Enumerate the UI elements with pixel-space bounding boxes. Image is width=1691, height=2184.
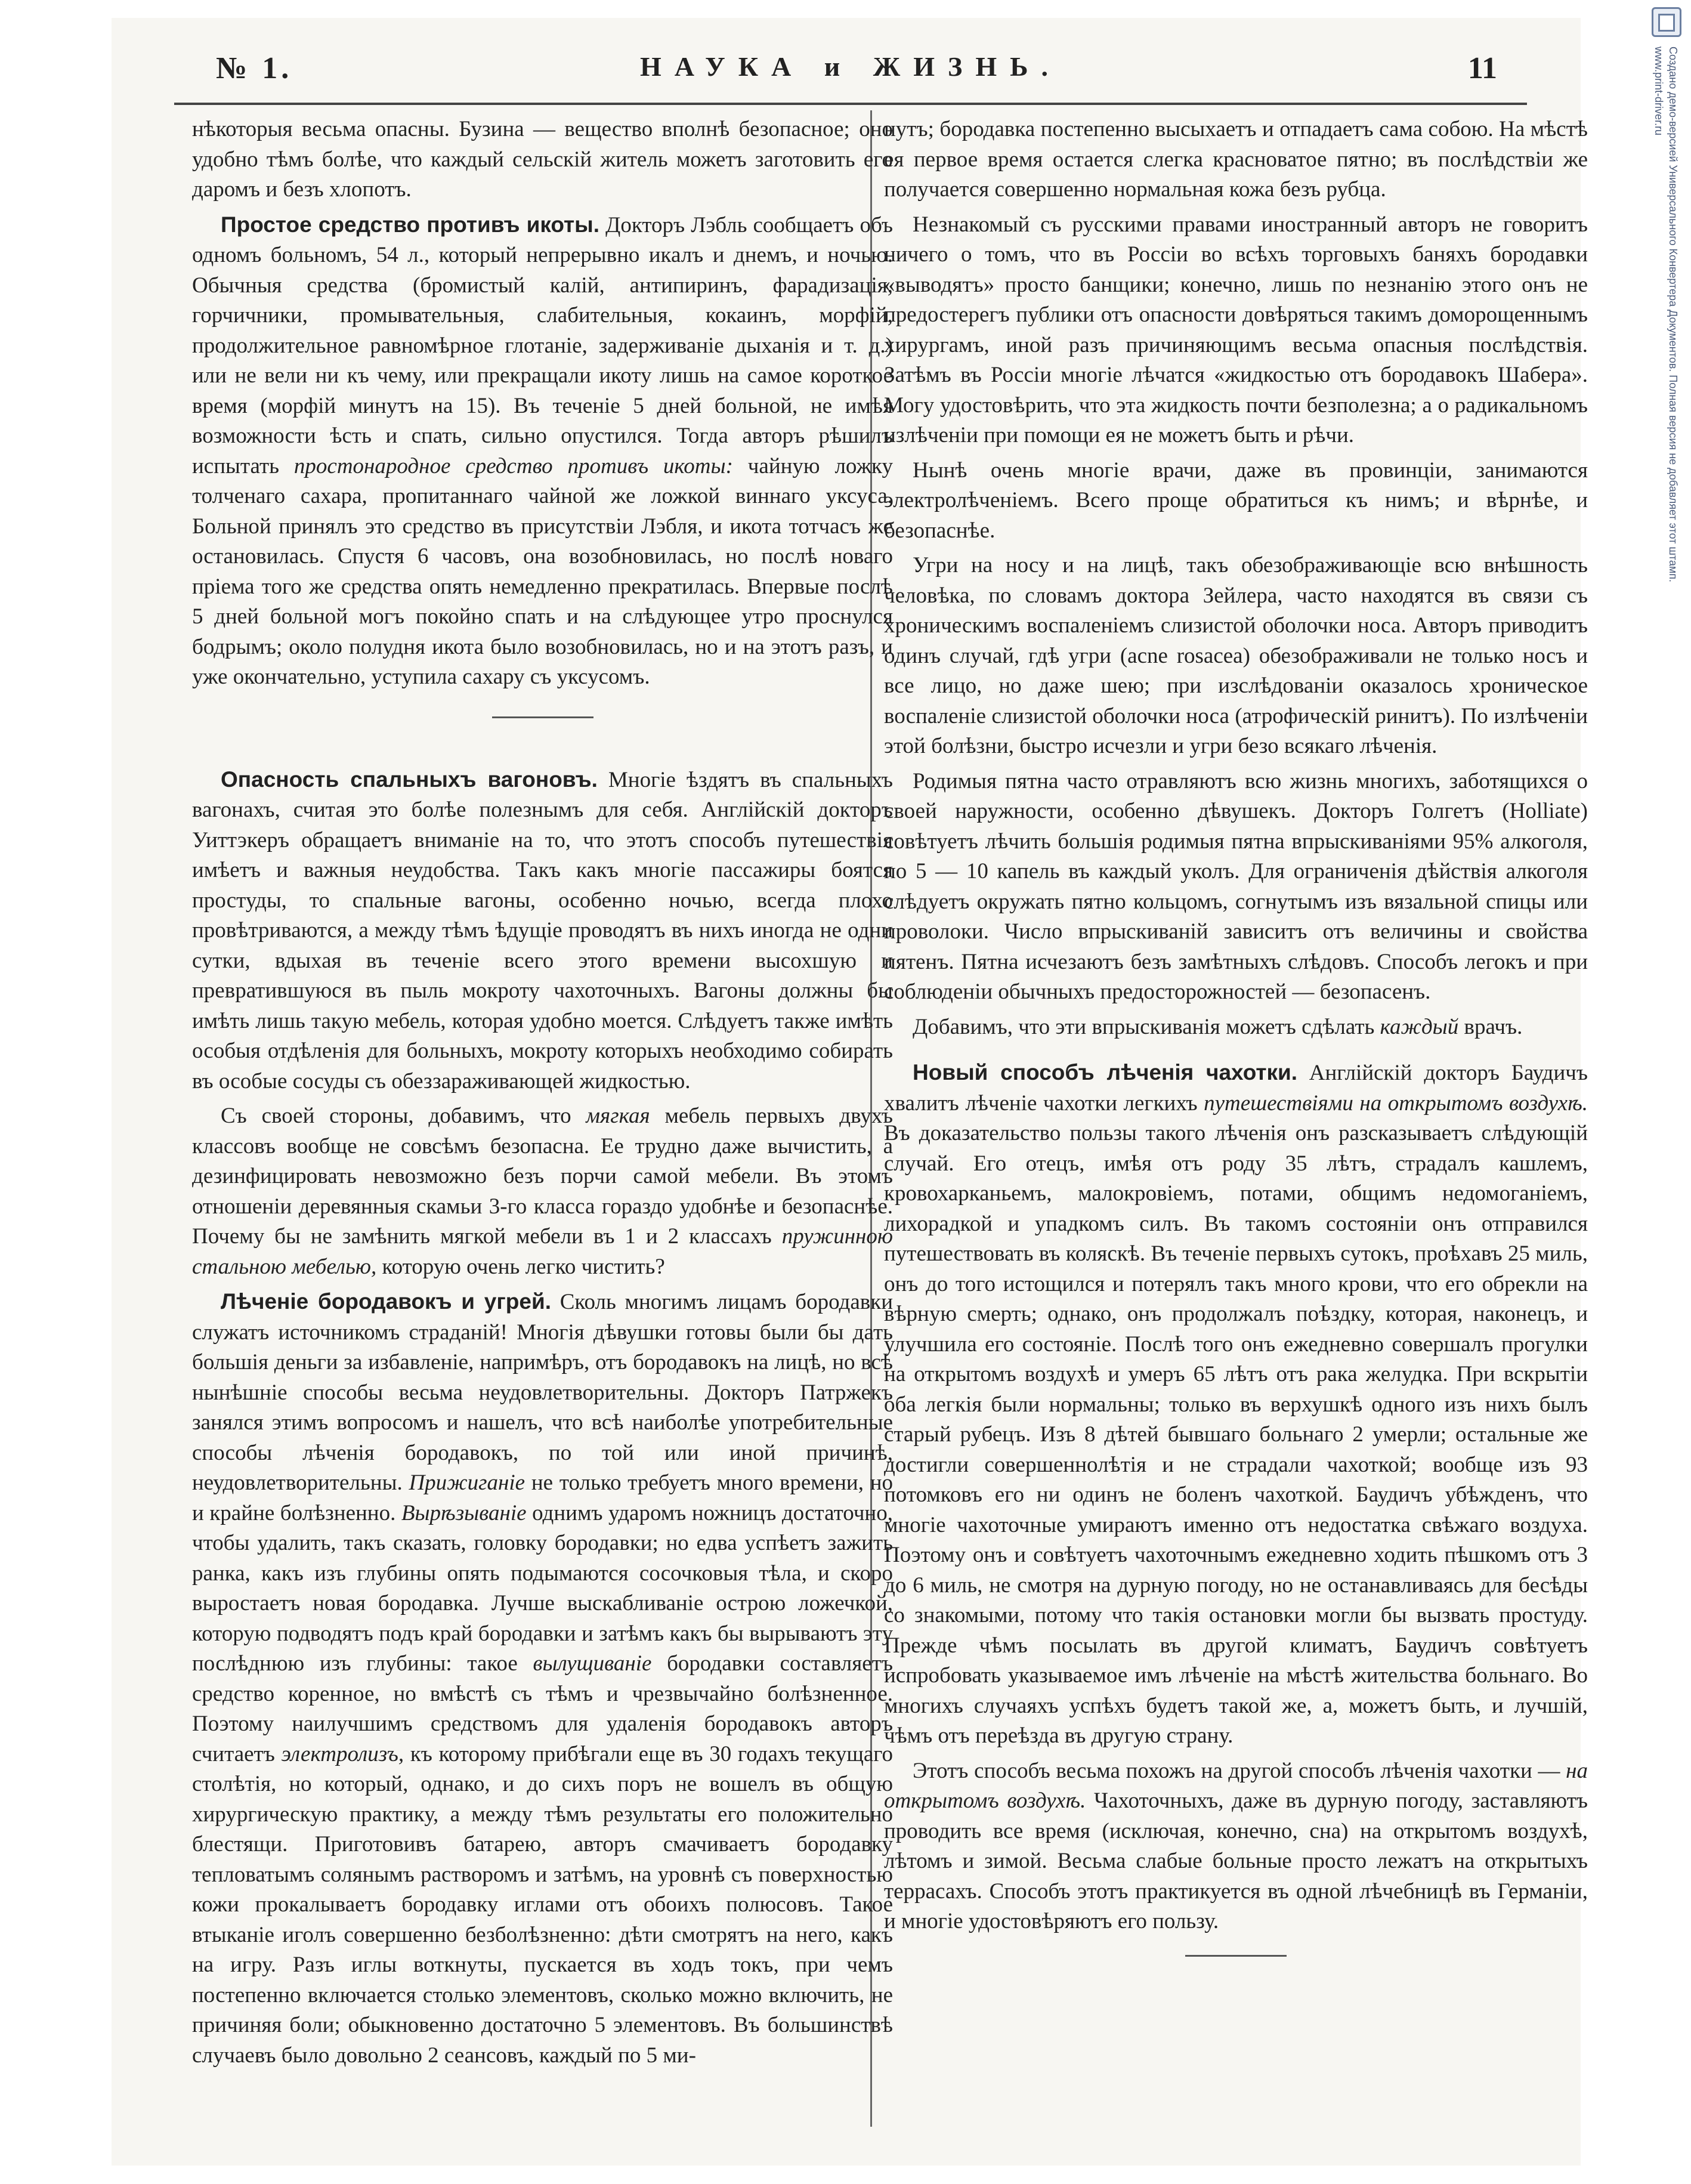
text: Родимыя пятна часто отравляютъ всю жизнь многихъ, заботящихся о своей наружности, особенно дѣвушекъ. Докторъ Голгетъ (Holliate) совѣтуетъ лѣчить большія родимыя пятна впрыскиваніями 95% алкоголя, по 5 — 10 капель въ каждый уколъ. Для ограниченія дѣйствія алкоголя слѣдуетъ окружать пятно кольцомъ, согнутымъ изъ вязальной спицы или проволоки. Число впрыскиваній зависитъ отъ величины и свойства пятенъ. Пятна исчезаютъ безъ замѣтныхъ слѣдовъ. Способъ легокъ и при соблюденіи обычныхъ предосторожностей — безопасенъ. [884, 768, 1588, 1004]
article-title: Новый способъ лѣченія чахотки. [913, 1060, 1298, 1085]
paragraph [884, 210, 1588, 451]
text: нутъ; бородавка постепенно высыхаетъ и отпадаетъ сама собою. На мѣстѣ ея первое время остается слегка красноватое пятно; въ послѣдствіи же получается совершенно нормальная кожа безъ рубца. [884, 117, 1588, 202]
paragraph [192, 1101, 893, 1282]
text: Добавимъ, что эти впрыскиванія можетъ сдѣлать [913, 1014, 1375, 1039]
paragraph [884, 1756, 1588, 1937]
italic-text: электролизъ, [281, 1741, 404, 1766]
italic-text: каждый [1380, 1014, 1459, 1039]
italic-text: Вырѣзываніе [401, 1500, 527, 1525]
text: Сколь многимъ лицамъ бородавки служатъ источникомъ страданій! Многія дѣвушки готовы были бы дать большія деньги за избавленіе, напримѣръ, отъ бородавокъ на лицѣ, но всѣ нынѣшніе способы весьма неудовлетворительны. Докторъ Патржекъ занялся этимъ вопросомъ и нашелъ, что всѣ наиболѣе употребительные способы лѣченія бородавокъ, по той или иной причинѣ, неудовлетворительны. [192, 1290, 893, 1495]
article-title: Опасность спальныхъ вагоновъ. [221, 767, 598, 792]
watermark-strip [1643, 0, 1691, 2184]
journal-title: НАУКА и ЖИЗНЬ. [639, 51, 1062, 82]
text: Чахоточныхъ, даже въ дурную погоду, заставляютъ проводить все время (исключая, конечно, сна) на открытомъ воздухѣ, лѣтомъ и зимой. Весьма слабые больные просто лежатъ на открытыхъ террасахъ. Способъ этотъ практикуется въ одной лѣчебницѣ въ Германіи, и многіе удостовѣряютъ его пользу. [884, 1788, 1588, 1933]
italic-text: путешествіями на открытомъ воздухѣ. [1204, 1091, 1588, 1116]
text: не только требуетъ много времени, но и крайне болѣзненно. [192, 1471, 893, 1525]
italic-text: пружинною стальною мебелью, [192, 1224, 893, 1279]
text: Съ своей стороны, добавимъ, что [221, 1104, 571, 1128]
italic-text: Прижиганіе [409, 1471, 525, 1495]
article-consumption [884, 1058, 1588, 1751]
page-number: 11 [1467, 51, 1497, 85]
text: Этотъ способъ весьма похожъ на другой способъ лѣченія чахотки — [913, 1758, 1560, 1783]
article-title: Лѣченіе бородавокъ и угрей. [221, 1289, 551, 1314]
italic-text: вылущиваніе [533, 1651, 652, 1676]
text: мебель первыхъ двухъ классовъ вообще не совсѣмъ безопасна. Ее трудно даже вычистить, а дезинфицировать невозможно безъ порчи самой мебели. Въ этомъ отношеніи деревянныя скамьи 3-го класса гораздо удобнѣе и безопаснѣе. Почему бы не замѣнить мягкой мебели въ 1 и 2 классахъ [192, 1104, 893, 1249]
scanned-page [112, 18, 1588, 2166]
paragraph [884, 767, 1588, 1008]
watermark-url: www.print-driver.ru [1653, 47, 1665, 136]
text: Докторъ Лэбль сообщаетъ объ одномъ больномъ, 54 л., который непрерывно икалъ и днемъ, и ночью. Обычныя средства (бромистый калій, антипиринъ, фарадизація, горчичники, промывательныя, слабительныя, кокаинъ, морфій, продолжительное равномѣрное глотаніе, задерживаніе дыханія и т. д.) или не вели ни къ чему, или прекращали икоту лишь на самое короткое время (морфій минутъ на 15). Въ теченіе 5 дней больной, не имѣя возможности ѣсть и спать, сильно опустился. Тогда авторъ рѣшилъ испытать [192, 212, 893, 478]
article-hiccups [192, 210, 893, 693]
separator-rule [1185, 1955, 1287, 1957]
right-column [884, 115, 1588, 1957]
article-sleeping-cars [192, 765, 893, 1097]
italic-text: на открытомъ воздухѣ. [884, 1758, 1588, 1813]
text: Нынѣ очень многіе врачи, даже въ провинціи, занимаются электролѣченіемъ. Всего проще обратиться къ нимъ; и вѣрнѣе, и безопаснѣе. [884, 458, 1588, 543]
paragraph [884, 115, 1588, 205]
page-icon [1658, 14, 1675, 32]
watermark-text [1652, 47, 1680, 582]
italic-text: простонародное средство противъ икоты: [293, 453, 733, 478]
article-warts [192, 1287, 893, 2071]
text: нѣкоторыя весьма опасны. Бузина — вещество вполнѣ безопасное; оно удобно тѣмъ болѣе, что каждый сельскій житель можетъ заготовить его даромъ и безъ хлопотъ. [192, 117, 893, 202]
text: къ которому прибѣгали еще въ 30 годахъ текущаго столѣтія, но который, однако, и до сихъ поръ не вошелъ въ общую хирургическую практику, а между тѣмъ результаты его положительно блестящи. Приготовивъ батарею, авторъ смачиваетъ бородавку тепловатымъ солянымъ растворомъ и затѣмъ, на уровнѣ съ поверхностью кожи прокалываетъ бородавку иглами отъ обоихъ полюсовъ. Такое втыканіе иголъ совершенно безболѣзненно: дѣти смотрятъ на него, какъ на игру. Разъ иглы воткнуты, пускается въ ходъ токъ, при чемъ постепенно включается столько элементовъ, сколько можно включить, не причиняя боли; обыкновенно достаточно 5 элементовъ. Въ большинствѣ случаевъ было довольно 2 сеансовъ, каждый по 5 ми- [192, 1741, 894, 2068]
header-rule [174, 103, 1527, 105]
text: Англійскій докторъ Баудичъ хвалитъ лѣченіе чахотки легкихъ [884, 1061, 1588, 1116]
paragraph [884, 456, 1588, 546]
paragraph [884, 1012, 1588, 1043]
text: Незнакомый съ русскими правами иностранный авторъ не говоритъ ничего о томъ, что въ Россіи во всѣхъ торговыхъ баняхъ бородавки «выводятъ» просто банщики; конечно, лишь по незнанію этого онъ не предостерегъ публики отъ опасности довѣряться такимъ доморощеннымъ хирургамъ, иной разъ причиняющимъ весьма опасныя послѣдствія. Затѣмъ въ Россіи многіе лѣчатся «жидкостью отъ бородавокъ Шабера». Могу удостовѣрить, что эта жидкость почти безполезна; а о радикальномъ излѣченіи при помощи ея не можетъ быть и рѣчи. [884, 212, 1588, 447]
paragraph [884, 551, 1588, 762]
page-header [174, 51, 1527, 104]
italic-text: мягкая [586, 1104, 650, 1128]
text: однимъ ударомъ ножницъ достаточно, чтобы удалить, такъ сказать, головку бородавки; но едва успѣетъ зажить ранка, какъ изъ глубины опять подымаются сосочковыя тѣла, и скоро выростаетъ новая бородавка. Лучше выскабливаніе острою ложечкой, которую подводятъ подъ край бородавки и затѣмъ какъ бы вырываютъ эту послѣднюю изъ глубины: такое [192, 1500, 893, 1676]
text: чайную ложку толченаго сахара, пропитаннаго чайной же ложкой виннаго уксуса. Больной принялъ это средство въ присутствіи Лэбля, и икота тотчасъ же остановилась. Спустя 6 часовъ, она возобновилась, но послѣ новаго пріема того же средства опять немедленно прекратилась. Впервые послѣ 5 дней больной могъ покойно спать и на слѣдующее утро проснулся бодрымъ; около полудня икота было возобновилась, но и на этотъ разъ, и уже окончательно, уступила сахару съ уксусомъ. [192, 453, 894, 689]
article-title: Простое средство противъ икоты. [221, 212, 600, 237]
left-column [192, 115, 893, 2075]
paragraph [192, 115, 893, 205]
text: врачъ. [1464, 1014, 1523, 1039]
text: Въ доказательство пользы такого лѣченія онъ разсказываетъ слѣдующій случай. Его отецъ, имѣя отъ роду 35 лѣтъ, страдалъ кашлемъ, кровохарканьемъ, малокровіемъ, потами, общимъ недомоганіемъ, лихорадкой и упадкомъ силъ. Въ такомъ состояніи онъ отправился путешествовать въ коляскѣ. Въ теченіе первыхъ сутокъ, проѣхавъ 25 миль, онъ до того истощился и потерялъ такъ много крови, что его обрекли на вѣрную смерть; однако, онъ продолжалъ поѣздку, которая, наконецъ, и улучшила его состояніе. Послѣ того онъ ежедневно совершалъ прогулки на открытомъ воздухѣ и умеръ 65 лѣтъ отъ рака желудка. При вскрытіи оба легкія были нормальны; только въ верхушкѣ одного изъ нихъ былъ старый рубецъ. Изъ 8 дѣтей бывшаго больнаго 2 умерли; остальные же достигли совершеннолѣтія и не страдали чахоткой; вообще изъ 93 потомковъ его ни одинъ не боленъ чахоткой. Баудичъ убѣжденъ, что многіе чахоточные умираютъ именно отъ недостатка свѣжаго воздуха. Поэтому онъ и совѣтуетъ чахоточнымъ ежедневно ходить пѣшкомъ отъ 3 до 6 миль, не смотря на дурную погоду, но не останавливаясь для бесѣды со знакомыми, потому что такія остановки могли бы вызвать простуду. Прежде чѣмъ посылать въ другой климатъ, Баудичъ совѣтуетъ испробовать указываемое имъ лѣченіе на мѣстѣ жительства больнаго. Во многихъ случаяхъ успѣхъ будетъ такой же, а, можетъ быть, и лучшій, чѣмъ отъ переѣзда въ другую страну. [884, 1121, 1588, 1748]
text: Угри на носу и на лицѣ, такъ обезображивающіе всю внѣшность человѣка, по словамъ доктора Зейлера, часто находятся въ связи съ хроническимъ воспаленіемъ слизистой оболочки носа. Авторъ приводитъ одинъ случай, гдѣ угри (acne rosacea) обезображивали не только носъ и все лицо, но даже шею; при изслѣдованіи оказалось хроническое воспаленіе слизистой оболочки носа (атрофическій ринитъ). По излѣченіи этой болѣзни, быстро исчезли и угри безо всякаго лѣченія. [884, 553, 1588, 758]
document-converter-logo-icon [1652, 7, 1681, 37]
text: бородавки составляетъ средство коренное, но вмѣстѣ съ тѣмъ и чрезвычайно болѣзненное. Поэтому наилучшимъ средствомъ для удаленія бородавокъ авторъ считаетъ [192, 1651, 894, 1766]
separator-rule [492, 716, 593, 718]
text: Многіе ѣздятъ въ спальныхъ вагонахъ, считая это болѣе полезнымъ для себя. Англійскій докторъ Уиттэкеръ обращаетъ вниманіе на то, что этотъ способъ путешествія имѣетъ и важныя неудобства. Такъ какъ многіе пассажиры боятся простуды, то спальные вагоны, особенно ночью, всегда плохо провѣтриваются, а между тѣмъ ѣдущіе проводятъ въ нихъ иногда не одни сутки, вдыхая въ теченіе всего этого времени высохшую и превратившуюся въ пыль мокроту чахоточныхъ. Вагоны должны бы имѣть лишь такую мебель, которая удобно моется. Слѣдуетъ также имѣть особыя отдѣленія для больныхъ, мокроту которыхъ необходимо собирать въ особые сосуды съ обеззараживающей жидкостью. [192, 767, 893, 1093]
text: которую очень легко чистить? [382, 1254, 665, 1279]
issue-number: № 1. [216, 51, 293, 85]
watermark-line: Создано демо-версией Универсального Конвертера Документов. Полная версия не добавляет этот штамп. [1667, 47, 1679, 582]
